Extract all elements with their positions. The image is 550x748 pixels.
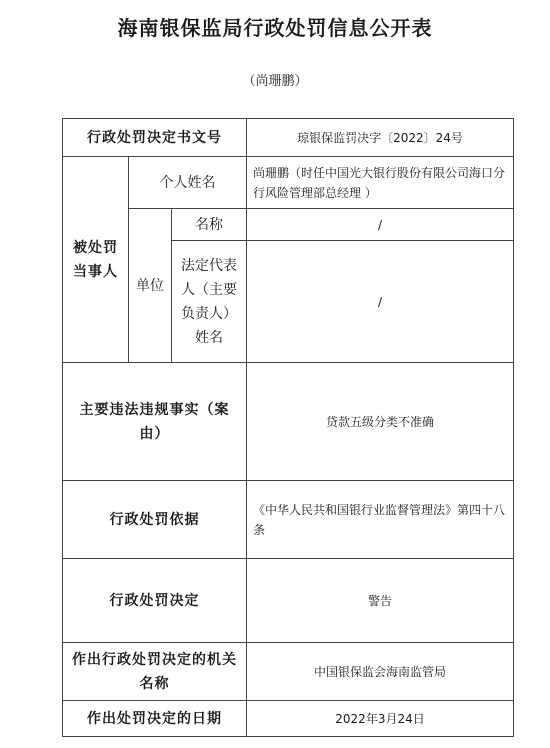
date-label: 作出处罚决定的日期 — [63, 701, 247, 737]
table-row — [63, 559, 514, 643]
facts-value: 贷款五级分类不准确 — [247, 363, 514, 481]
party-label: 被处罚当事人 — [63, 157, 129, 363]
unit-label: 单位 — [129, 209, 172, 363]
page-subtitle: （尚珊鹏） — [242, 74, 308, 89]
table-row — [63, 363, 514, 481]
individual-name-label: 个人姓名 — [129, 157, 247, 209]
authority-value: 中国银保监会海南监管局 — [247, 643, 514, 701]
basis-value: 《中华人民共和国银行业监督管理法》第四十八条 — [247, 481, 514, 559]
unit-name-value: / — [247, 209, 514, 241]
table-row — [63, 481, 514, 559]
table-row — [63, 119, 514, 157]
page-title: 海南银保监局行政处罚信息公开表 — [117, 16, 433, 40]
decision-value: 警告 — [247, 559, 514, 643]
penalty-info-table — [62, 118, 514, 737]
legal-rep-value: / — [247, 241, 514, 363]
date-value: 2022年3月24日 — [247, 701, 514, 737]
table-row — [63, 701, 514, 737]
decision-label: 行政处罚决定 — [63, 559, 247, 643]
facts-label: 主要违法违规事实（案由） — [63, 363, 247, 481]
legal-rep-label: 法定代表人（主要负责人）姓名 — [172, 241, 247, 363]
table-row — [63, 643, 514, 701]
basis-label: 行政处罚依据 — [63, 481, 247, 559]
unit-name-label: 名称 — [172, 209, 247, 241]
doc-number-value: 琼银保监罚决字〔2022〕24号 — [247, 119, 514, 157]
authority-label: 作出行政处罚决定的机关名称 — [63, 643, 247, 701]
table-row — [63, 209, 514, 241]
individual-name-value: 尚珊鹏（时任中国光大银行股份有限公司海口分行风险管理部总经理 ） — [247, 157, 514, 209]
doc-number-label: 行政处罚决定书文号 — [63, 119, 247, 157]
table-row — [63, 157, 514, 209]
